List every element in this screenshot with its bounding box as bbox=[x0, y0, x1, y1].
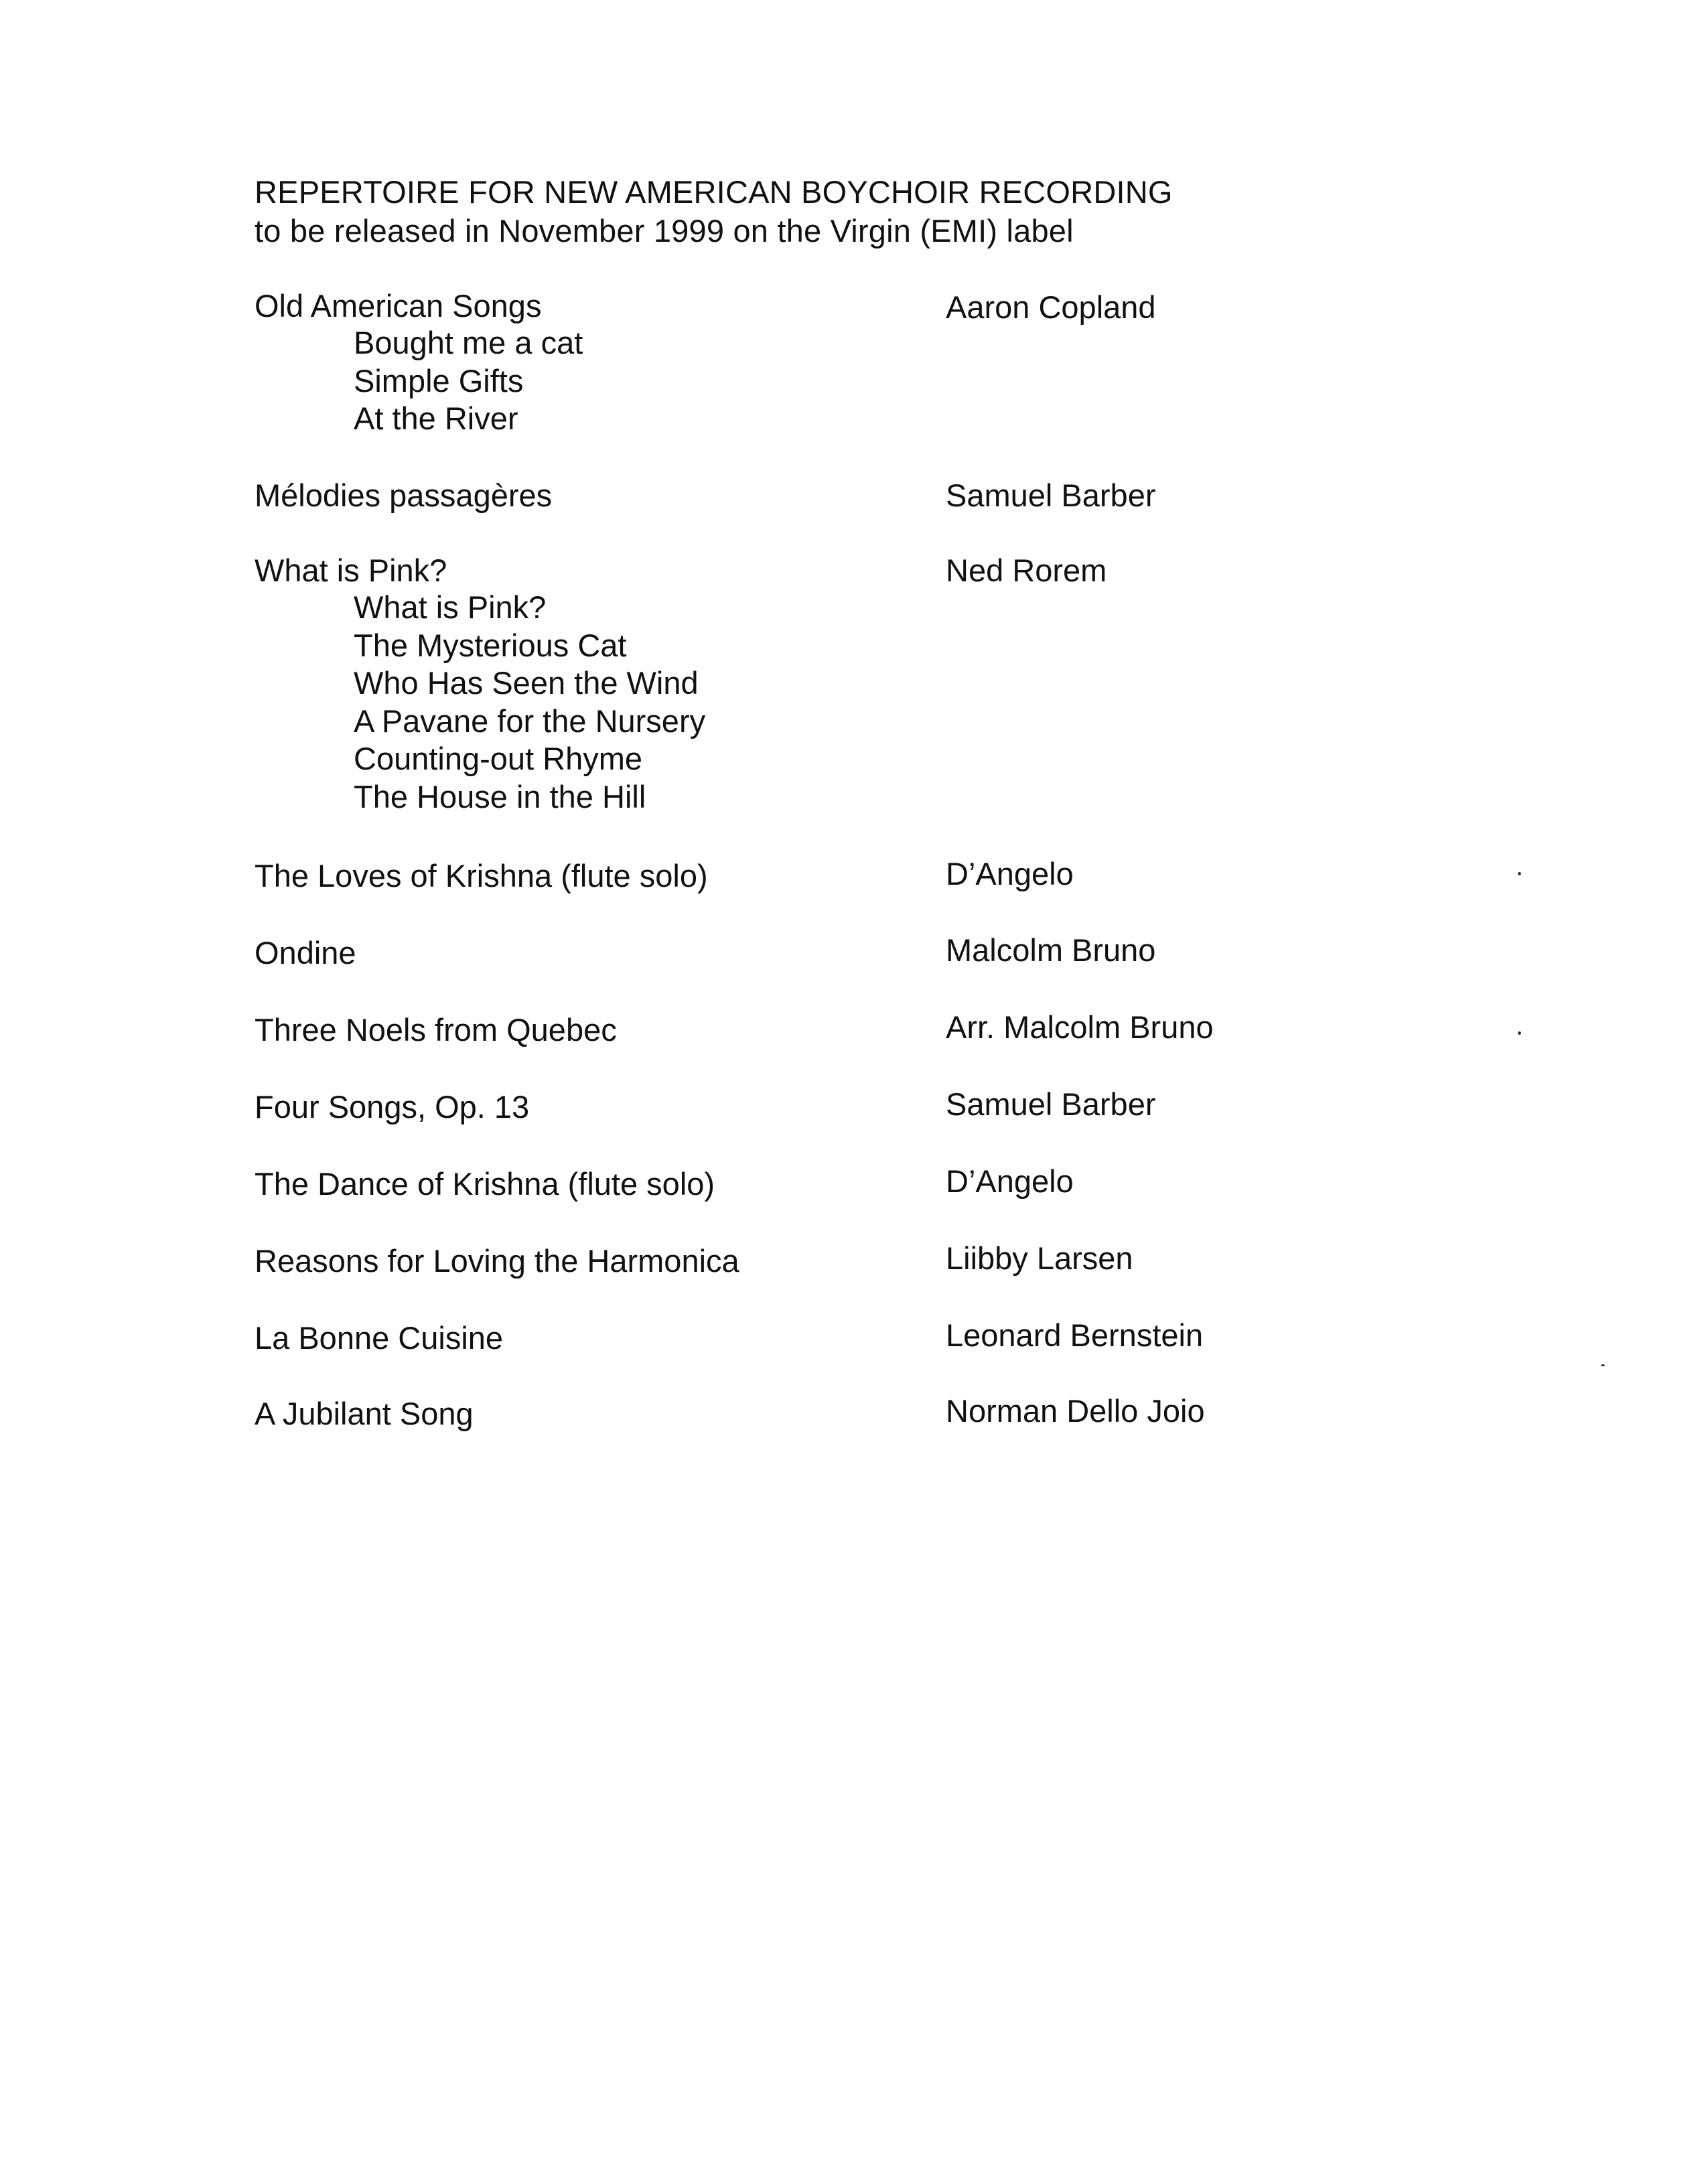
work-composer: Samuel Barber bbox=[946, 1086, 1156, 1122]
work-composer: D’Angelo bbox=[946, 856, 1074, 891]
work-composer: Ned Rorem bbox=[946, 553, 1107, 588]
work-composer: Liibby Larsen bbox=[946, 1240, 1133, 1276]
scan-speck bbox=[1518, 872, 1521, 875]
work-title: Reasons for Loving the Harmonica bbox=[255, 1243, 739, 1279]
header-subtitle: to be released in November 1999 on the Virgin (EMI) label bbox=[255, 213, 1074, 248]
work-composer: Norman Dello Joio bbox=[946, 1393, 1205, 1429]
work-composer: Leonard Bernstein bbox=[946, 1317, 1204, 1353]
movement-item: What is Pink? bbox=[354, 589, 547, 625]
movement-list bbox=[354, 324, 583, 438]
work-title: Ondine bbox=[255, 935, 356, 970]
movement-item: The Mysterious Cat bbox=[354, 627, 627, 663]
work-composer: Samuel Barber bbox=[946, 478, 1156, 513]
movement-item: Who Has Seen the Wind bbox=[354, 665, 699, 701]
movement-item: At the River bbox=[354, 401, 518, 436]
movement-item: Bought me a cat bbox=[354, 325, 583, 360]
movement-list bbox=[354, 589, 705, 816]
work-title: A Jubilant Song bbox=[255, 1396, 474, 1431]
movement-item: The House in the Hill bbox=[354, 778, 646, 814]
scan-speck bbox=[1601, 1364, 1605, 1366]
work-title: The Loves of Krishna (flute solo) bbox=[255, 858, 708, 893]
document-header bbox=[255, 173, 1460, 250]
work-title: Old American Songs bbox=[255, 288, 542, 323]
movement-item: Simple Gifts bbox=[354, 362, 524, 399]
work-composer: D’Angelo bbox=[946, 1163, 1074, 1199]
work-composer: Arr. Malcolm Bruno bbox=[946, 1009, 1214, 1045]
work-title: The Dance of Krishna (flute solo) bbox=[255, 1166, 715, 1202]
movement-item: A Pavane for the Nursery bbox=[354, 703, 706, 739]
work-composer: Malcolm Bruno bbox=[946, 932, 1156, 968]
work-composer: Aaron Copland bbox=[946, 289, 1156, 325]
work-title: Four Songs, Op. 13 bbox=[255, 1089, 530, 1125]
work-title: La Bonne Cuisine bbox=[255, 1320, 504, 1356]
scan-speck bbox=[1518, 1031, 1521, 1035]
work-title: Three Noels from Quebec bbox=[255, 1012, 617, 1047]
work-title: Mélodies passagères bbox=[255, 478, 553, 513]
movement-item: Counting-out Rhyme bbox=[354, 741, 643, 776]
header-title: REPERTOIRE FOR NEW AMERICAN BOYCHOIR RECORDING bbox=[255, 174, 1173, 210]
work-title: What is Pink? bbox=[255, 553, 447, 588]
